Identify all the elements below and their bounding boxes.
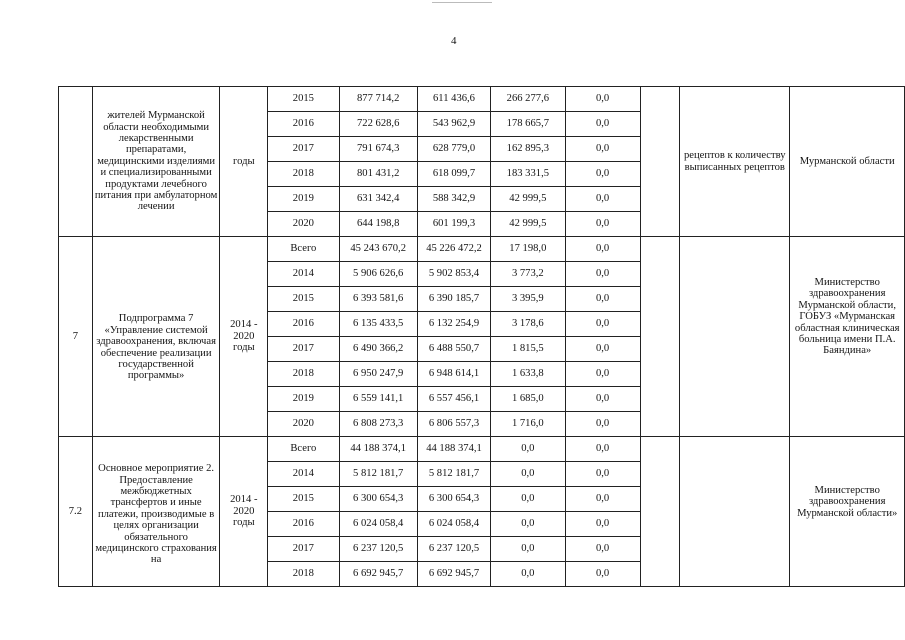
executor-cell: Министерство здравоохранения Мурманской области» xyxy=(790,437,905,587)
regional-budget-cell: 5 902 853,4 xyxy=(417,262,490,287)
section-number: 7 xyxy=(59,237,93,437)
other-sources-cell: 0,0 xyxy=(565,462,640,487)
year-cell: 2020 xyxy=(268,412,339,437)
regional-budget-cell: 6 132 254,9 xyxy=(417,312,490,337)
other-sources-cell: 0,0 xyxy=(565,237,640,262)
other-sources-cell: 0,0 xyxy=(565,412,640,437)
other-sources-cell: 0,0 xyxy=(565,137,640,162)
other-sources-cell: 0,0 xyxy=(565,112,640,137)
other-sources-cell: 0,0 xyxy=(565,487,640,512)
federal-budget-cell: 3 395,9 xyxy=(491,287,565,312)
federal-budget-cell: 1 633,8 xyxy=(491,362,565,387)
year-cell: 2018 xyxy=(268,162,339,187)
scan-artifact xyxy=(432,2,492,3)
federal-budget-cell: 0,0 xyxy=(491,562,565,587)
federal-budget-cell: 178 665,7 xyxy=(491,112,565,137)
budget-table xyxy=(58,86,905,587)
year-cell: 2014 xyxy=(268,462,339,487)
indicator-cell xyxy=(680,237,790,437)
regional-budget-cell: 6 557 456,1 xyxy=(417,387,490,412)
total-cell: 5 906 626,6 xyxy=(339,262,417,287)
total-cell: 6 559 141,1 xyxy=(339,387,417,412)
other-sources-cell: 0,0 xyxy=(565,562,640,587)
total-cell: 6 393 581,6 xyxy=(339,287,417,312)
total-cell: 801 431,2 xyxy=(339,162,417,187)
year-cell: 2016 xyxy=(268,112,339,137)
year-cell: 2016 xyxy=(268,512,339,537)
federal-budget-cell: 42 999,5 xyxy=(491,187,565,212)
regional-budget-cell: 45 226 472,2 xyxy=(417,237,490,262)
section-period: 2014 - 2020 годы xyxy=(220,437,268,587)
federal-budget-cell: 42 999,5 xyxy=(491,212,565,237)
year-cell: 2015 xyxy=(268,487,339,512)
other-sources-cell: 0,0 xyxy=(565,287,640,312)
total-cell: 6 300 654,3 xyxy=(339,487,417,512)
other-sources-cell: 0,0 xyxy=(565,162,640,187)
empty-cell xyxy=(640,437,679,587)
regional-budget-cell: 628 779,0 xyxy=(417,137,490,162)
other-sources-cell: 0,0 xyxy=(565,187,640,212)
section-description: жителей Мурманской области необходимыми лекарственными препаратами, медицинскими изделиями и специализированными продуктами лечебного питания при амбулаторном лечении xyxy=(92,87,220,237)
table-row xyxy=(59,87,905,112)
federal-budget-cell: 183 331,5 xyxy=(491,162,565,187)
total-cell: 6 950 247,9 xyxy=(339,362,417,387)
federal-budget-cell: 0,0 xyxy=(491,512,565,537)
regional-budget-cell: 611 436,6 xyxy=(417,87,490,112)
total-cell: 6 024 058,4 xyxy=(339,512,417,537)
empty-cell xyxy=(640,237,679,437)
total-cell: 644 198,8 xyxy=(339,212,417,237)
other-sources-cell: 0,0 xyxy=(565,437,640,462)
regional-budget-cell: 5 812 181,7 xyxy=(417,462,490,487)
regional-budget-cell: 618 099,7 xyxy=(417,162,490,187)
other-sources-cell: 0,0 xyxy=(565,262,640,287)
year-cell: 2018 xyxy=(268,562,339,587)
regional-budget-cell: 6 390 185,7 xyxy=(417,287,490,312)
other-sources-cell: 0,0 xyxy=(565,387,640,412)
year-cell: 2014 xyxy=(268,262,339,287)
total-cell: 6 237 120,5 xyxy=(339,537,417,562)
year-cell: 2019 xyxy=(268,387,339,412)
regional-budget-cell: 6 024 058,4 xyxy=(417,512,490,537)
total-cell: 6 808 273,3 xyxy=(339,412,417,437)
empty-cell xyxy=(640,87,679,237)
year-cell: 2016 xyxy=(268,312,339,337)
federal-budget-cell: 0,0 xyxy=(491,462,565,487)
regional-budget-cell: 6 488 550,7 xyxy=(417,337,490,362)
year-cell: 2018 xyxy=(268,362,339,387)
total-cell: 45 243 670,2 xyxy=(339,237,417,262)
executor-cell: Мурманской области xyxy=(790,87,905,237)
total-cell: 5 812 181,7 xyxy=(339,462,417,487)
year-cell: Всего xyxy=(268,237,339,262)
year-cell: 2020 xyxy=(268,212,339,237)
federal-budget-cell: 1 685,0 xyxy=(491,387,565,412)
regional-budget-cell: 6 806 557,3 xyxy=(417,412,490,437)
total-cell: 6 692 945,7 xyxy=(339,562,417,587)
table-row xyxy=(59,437,905,462)
federal-budget-cell: 1 716,0 xyxy=(491,412,565,437)
indicator-cell xyxy=(680,437,790,587)
regional-budget-cell: 6 300 654,3 xyxy=(417,487,490,512)
other-sources-cell: 0,0 xyxy=(565,312,640,337)
total-cell: 791 674,3 xyxy=(339,137,417,162)
executor-cell: Министерство здравоохранения Мурманской области, ГОБУЗ «Мурманская областная клиническая больница имени П.А. Баяндина» xyxy=(790,237,905,437)
total-cell: 631 342,4 xyxy=(339,187,417,212)
year-cell: 2017 xyxy=(268,537,339,562)
other-sources-cell: 0,0 xyxy=(565,337,640,362)
regional-budget-cell: 6 948 614,1 xyxy=(417,362,490,387)
year-cell: 2015 xyxy=(268,87,339,112)
total-cell: 722 628,6 xyxy=(339,112,417,137)
regional-budget-cell: 6 692 945,7 xyxy=(417,562,490,587)
regional-budget-cell: 543 962,9 xyxy=(417,112,490,137)
federal-budget-cell: 0,0 xyxy=(491,437,565,462)
federal-budget-cell: 266 277,6 xyxy=(491,87,565,112)
other-sources-cell: 0,0 xyxy=(565,512,640,537)
federal-budget-cell: 0,0 xyxy=(491,537,565,562)
regional-budget-cell: 44 188 374,1 xyxy=(417,437,490,462)
federal-budget-cell: 17 198,0 xyxy=(491,237,565,262)
regional-budget-cell: 588 342,9 xyxy=(417,187,490,212)
total-cell: 6 135 433,5 xyxy=(339,312,417,337)
year-cell: Всего xyxy=(268,437,339,462)
page-number: 4 xyxy=(451,35,457,47)
other-sources-cell: 0,0 xyxy=(565,87,640,112)
regional-budget-cell: 6 237 120,5 xyxy=(417,537,490,562)
federal-budget-cell: 162 895,3 xyxy=(491,137,565,162)
total-cell: 6 490 366,2 xyxy=(339,337,417,362)
table-row xyxy=(59,237,905,262)
year-cell: 2019 xyxy=(268,187,339,212)
federal-budget-cell: 3 178,6 xyxy=(491,312,565,337)
year-cell: 2017 xyxy=(268,137,339,162)
section-period: 2014 - 2020 годы xyxy=(220,237,268,437)
year-cell: 2015 xyxy=(268,287,339,312)
year-cell: 2017 xyxy=(268,337,339,362)
other-sources-cell: 0,0 xyxy=(565,212,640,237)
section-description: Подпрограмма 7 «Управление системой здравоохранения, включая обеспечение реализации государственной программы» xyxy=(92,237,220,437)
federal-budget-cell: 1 815,5 xyxy=(491,337,565,362)
indicator-cell: рецептов к количеству выписанных рецептов xyxy=(680,87,790,237)
other-sources-cell: 0,0 xyxy=(565,362,640,387)
total-cell: 877 714,2 xyxy=(339,87,417,112)
total-cell: 44 188 374,1 xyxy=(339,437,417,462)
section-number: 7.2 xyxy=(59,437,93,587)
section-number xyxy=(59,87,93,237)
section-description: Основное мероприятие 2. Предоставление межбюджетных трансфертов и иные платежи, производимые в целях организации обязательного медицинского страхования на xyxy=(92,437,220,587)
federal-budget-cell: 0,0 xyxy=(491,487,565,512)
section-period: годы xyxy=(220,87,268,237)
other-sources-cell: 0,0 xyxy=(565,537,640,562)
federal-budget-cell: 3 773,2 xyxy=(491,262,565,287)
regional-budget-cell: 601 199,3 xyxy=(417,212,490,237)
